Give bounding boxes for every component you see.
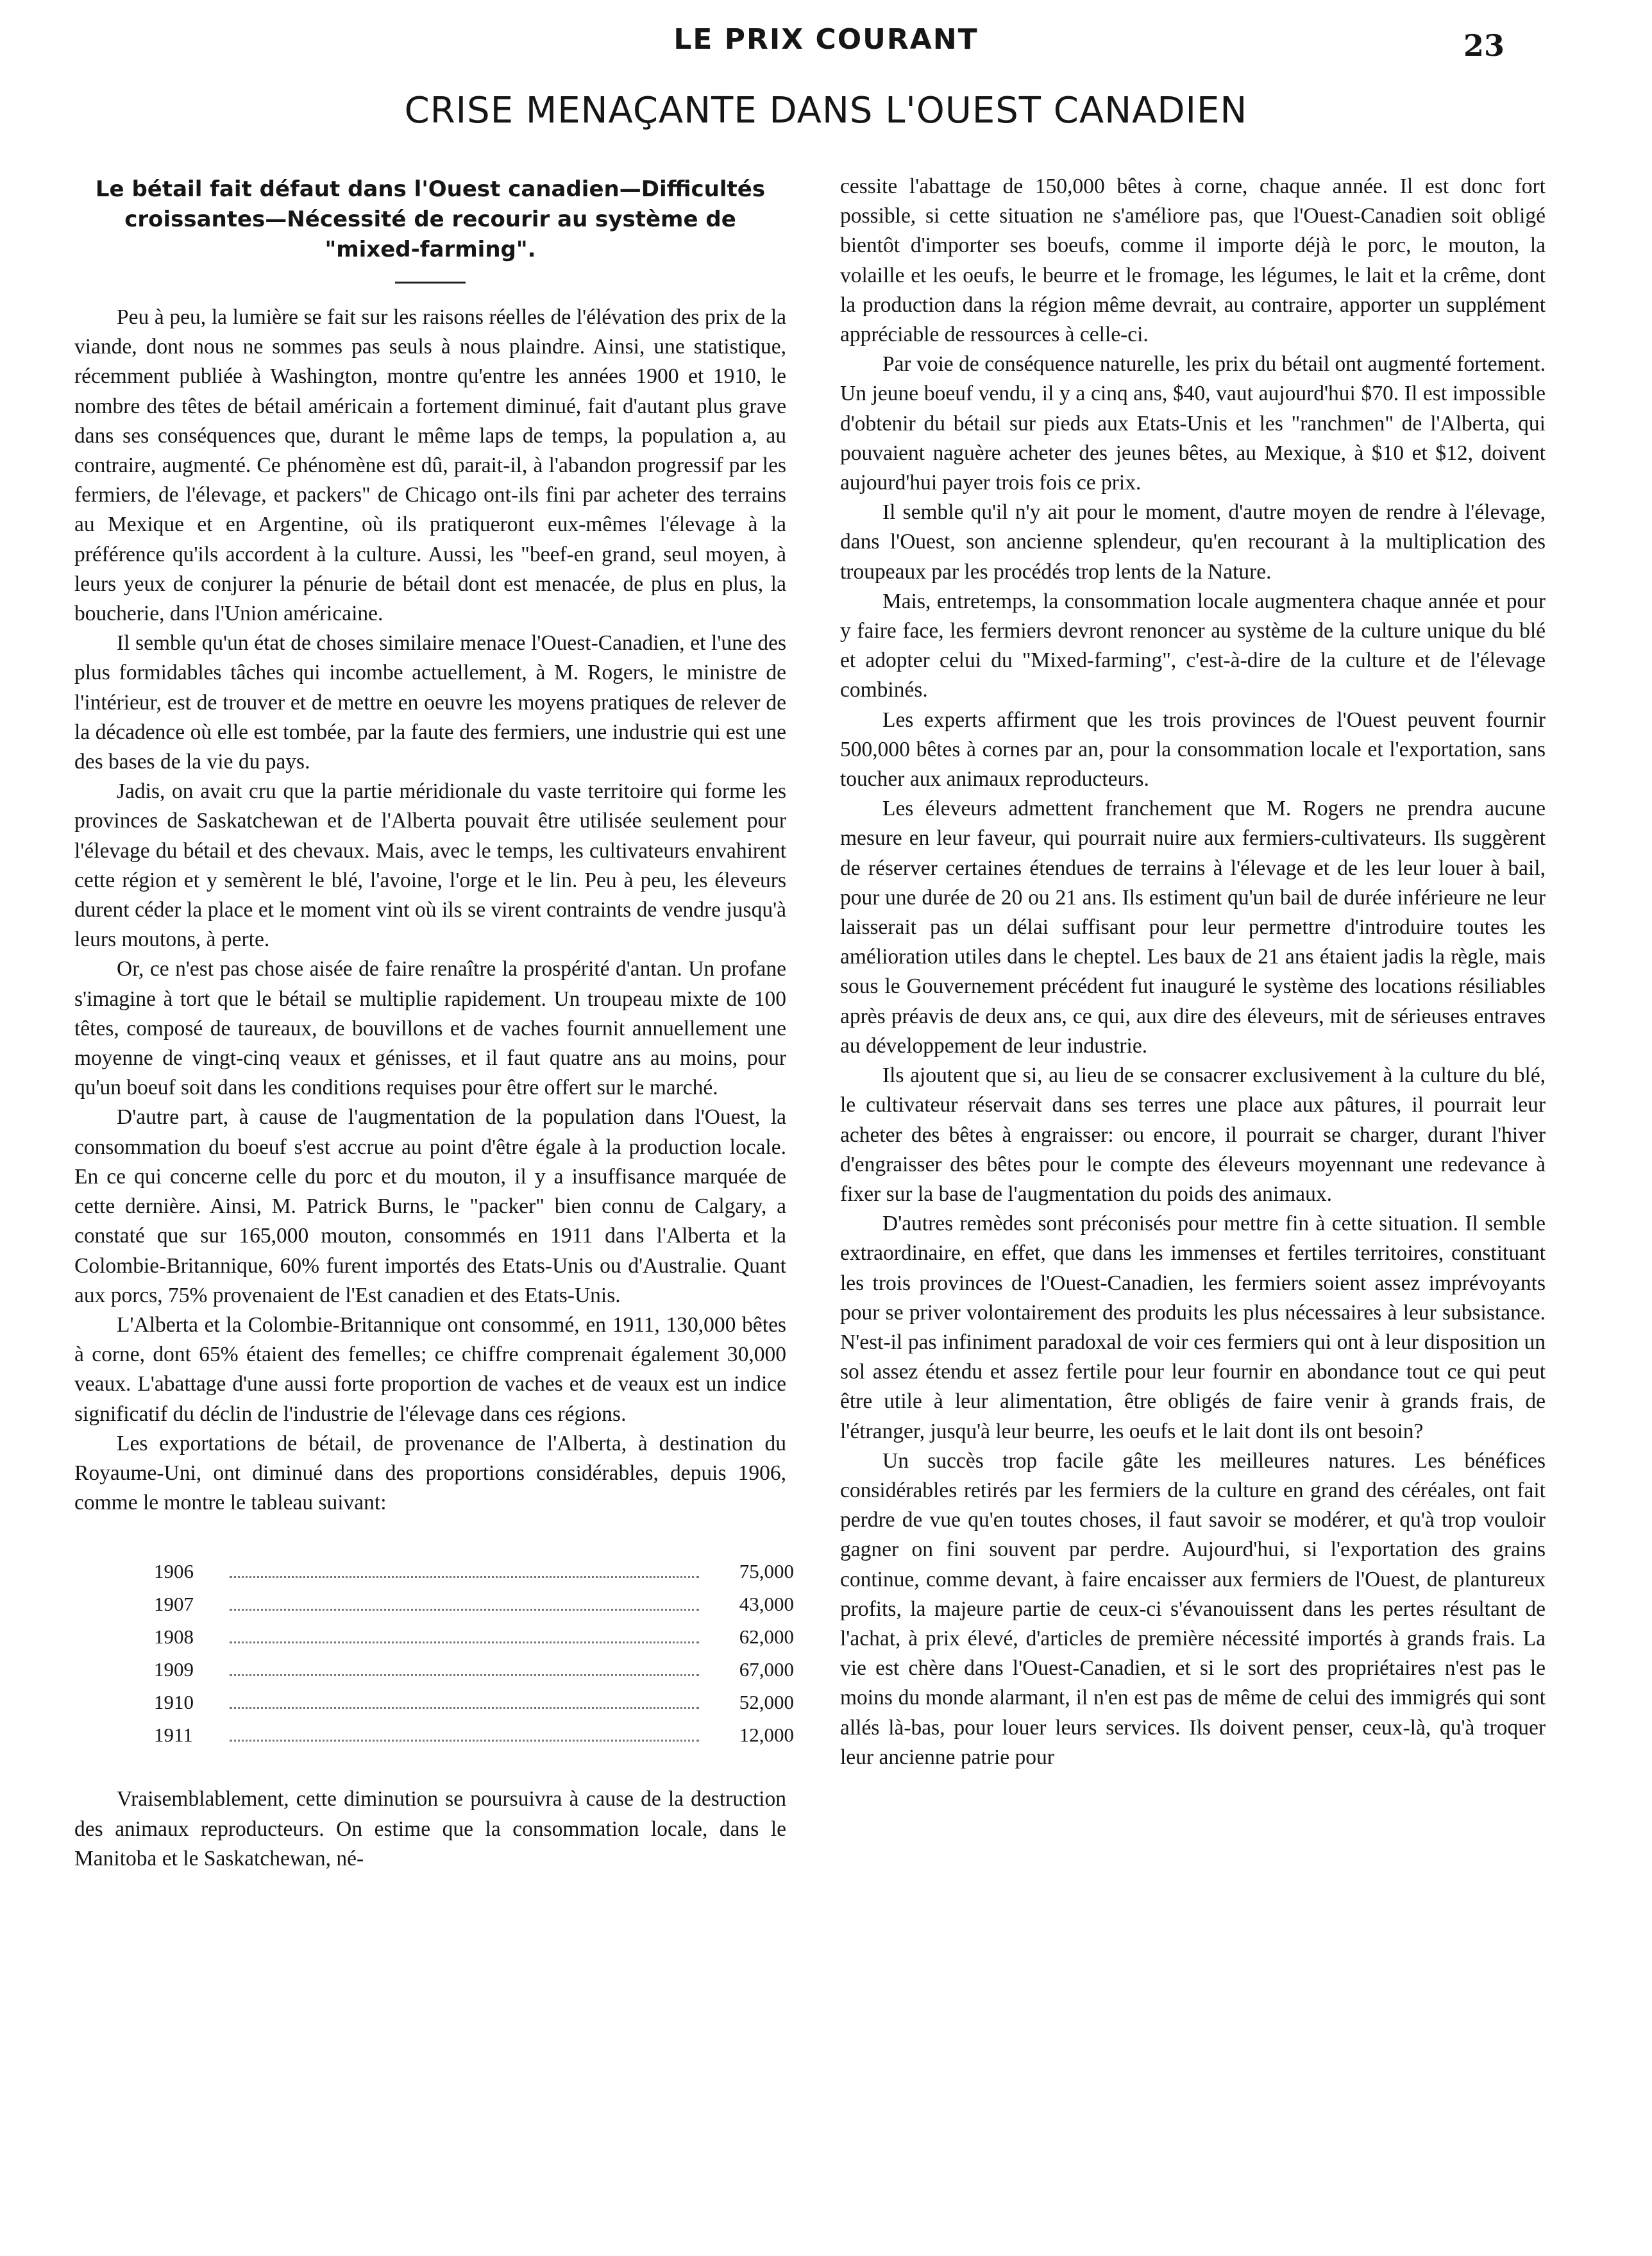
paragraph: Or, ce n'est pas chose aisée de faire renaître la prospérité d'antan. Un profane s'imagine à tort que le bétail se multiplie rapidement. Un troupeau mixte de 100 têtes, composé de taureaux, de bouvillons et de vaches fournit annuellement une moyenne de vingt-cinq veaux et génisses, et il faut quatre ans au moins, pour qu'un boeuf soit dans les conditions requises pour être offert sur le marché. <box>74 957 786 1100</box>
right-column <box>840 172 1546 2244</box>
paragraph: L'Alberta et la Colombie-Britannique ont consommé, en 1911, 130,000 bêtes à corne, dont 65% étaient des femelles; ce chiffre comprenait également 30,000 veaux. L'abattage d'une aussi forte proportion de vaches et de veaux est un indice significatif du déclin de l'industrie de l'élevage dans ces régions. <box>74 1312 786 1426</box>
paragraph: Par voie de conséquence naturelle, les prix du bétail ont augmenté fortement. Un jeune boeuf vendu, il y a cinq ans, $40, vaut aujourd'hui $70. Il est impossible d'obtenir du bétail sur pieds aux Etats-Unis et les "ranchmen" de l'Alberta, qui pouvaient naguère acheter des jeunes bêtes, au Mexique, à $10 et $12, doivent aujourd'hui payer trois fois ce prix. <box>840 352 1546 495</box>
table-row <box>154 1686 794 1718</box>
page-number: 23 <box>1463 28 1505 63</box>
paragraph: Il semble qu'un état de choses similaire menace l'Ouest-Canadien, et l'une des plus formidables tâches qui incombe actuellement, à M. Rogers, le ministre de l'intérieur, est de trouver et de mettre en oeuvre les moyens pratiques de relever de la décadence où elle est tombée, par la faute des fermiers, une industrie qui est une des bases de la vie du pays. <box>74 631 786 774</box>
table-year: 1910 <box>154 1691 194 1714</box>
paragraph: Jadis, on avait cru que la partie méridionale du vaste territoire qui forme les provinces de Saskatchewan et de l'Alberta pouvait être utilisée seulement pour l'élevage du bétail et des chevaux. Mais, avec le temps, les cultivateurs envahirent cette région et y semèrent le blé, l'avoine, l'orge et le lin. Peu à peu, les éleveurs durent céder la place et le moment vint où ils se virent contraints de vendre jusqu'à leurs moutons, à perte. <box>74 779 786 952</box>
paragraph: Peu à peu, la lumière se fait sur les raisons réelles de l'élévation des prix de la viande, dont nous ne sommes pas seuls à nous plaindre. Ainsi, une statistique, récemment publiée à Washington, montre qu'entre les années 1900 et 1910, le nombre des têtes de bétail américain a fortement diminué, fait d'autant plus grave dans ses conséquences que, durant le même laps de temps, la population a, au contraire, augmenté. Ce phénomène est dû, parait-il, à l'abandon progressif par les fermiers, de l'élevage, et packers" de Chicago ont-ils fini par acheter des terrains au Mexique et en Argentine, où ils pratiqueront eux-mêmes l'élevage à la préférence qu'ils accordent à la culture. Aussi, les "beef-en grand, seul moyen, à leurs yeux de conjurer la pénurie de bétail dont est menacée, de plus en plus, la boucherie, dans l'Union américaine. <box>74 305 786 626</box>
paragraph: Les éleveurs admettent franchement que M. Rogers ne prendra aucune mesure en leur faveur, qui pourrait nuire aux fermiers-cultivateurs. Ils suggèrent de réserver certaines étendues de terrains à l'élevage et de les leur louer à bail, pour une durée de 20 ou 21 ans. Ils estiment qu'un bail de durée inférieure ne leur laisserait pas un délai suffisant pour leur permettre d'introduire toutes les amélioration utiles dans le cheptel. Les baux de 21 ans étaient jadis la règle, mais sous le Gouvernement précédent fut inauguré le système des locations résiliables après préavis de deux ans, ce qui, aux dire des éleveurs, mit de sérieuses entraves au développement de leur industrie. <box>840 797 1546 1058</box>
paragraph: Mais, entretemps, la consommation locale augmentera chaque année et pour y faire face, les fermiers devront renoncer au système de la culture unique du blé et adopter celui du "Mixed-farming", c'est-à-dire de la culture et de l'élevage combinés. <box>840 589 1546 702</box>
paragraph: Vraisemblablement, cette diminution se poursuivra à cause de la destruction des animaux reproducteurs. On estime que la consommation locale, dans le Manitoba et le Saskatchewan, né- <box>74 1787 786 1870</box>
table-row <box>154 1653 794 1686</box>
table-year: 1911 <box>154 1724 193 1747</box>
separator-rule <box>395 282 466 284</box>
table-value: 75,000 <box>739 1560 794 1583</box>
table-row <box>154 1588 794 1620</box>
dot-leader <box>230 1576 699 1578</box>
table-year: 1906 <box>154 1560 194 1583</box>
paragraph: Les exportations de bétail, de provenance de l'Alberta, à destination du Royaume-Uni, ont diminué dans des proportions considérables, depuis 1906, comme le montre le tableau suivant: <box>74 1431 786 1515</box>
table-year: 1908 <box>154 1625 194 1649</box>
left-column <box>74 172 794 2244</box>
paragraph: Un succès trop facile gâte les meilleures natures. Les bénéfices considérables retirés par les fermiers de la culture en grand des céréales, ont fait perdre de vue qu'en toutes choses, il faut savoir se modérer, et qu'à trop vouloir gagner on fini souvent par perdre. Aujourd'hui, si l'exportation des grains continue, comme devant, à faire encaisser aux fermiers de l'Ouest, de plantureux profits, la majeure partie de ceux-ci s'évanouissent dans les pertes résultant de l'achat, à prix élevé, d'articles de première nécessité importés à grands frais. La vie est chère dans l'Ouest-Canadien, et si le sort des propriétaires n'est pas le moins du monde alarmant, il n'en est pas de même de celui des immigrés qui sont allés là-bas, pour louer leurs services. Ils doivent penser, ceux-là, qu'à troquer leur ancienne patrie pour <box>840 1448 1546 1769</box>
paragraph: Ils ajoutent que si, au lieu de se consacrer exclusivement à la culture du blé, le cultivateur réservait dans ses terres une place aux pâtures, il pourrait leur acheter des bêtes à engraisser: ou encore, il pourrait se charger, durant l'hiver d'engraisser des bêtes pour le compte des éleveurs moyennant une redevance à fixer sur la base de l'augmentation du poids des animaux. <box>840 1064 1546 1206</box>
table-year: 1907 <box>154 1593 194 1616</box>
paragraph: Il semble qu'il n'y ait pour le moment, d'autre moyen de rendre à l'élevage, dans l'Ouest, son ancienne splendeur, qu'en recourant à la multiplication des troupeaux par les procédés trop lents de la Nature. <box>840 500 1546 584</box>
article-title: CRISE MENAÇANTE DANS L'OUEST CANADIEN <box>404 90 1248 131</box>
table-row <box>154 1555 794 1588</box>
table-year: 1909 <box>154 1658 194 1681</box>
dot-leader <box>230 1707 699 1709</box>
dot-leader <box>230 1641 699 1643</box>
table-value: 12,000 <box>739 1724 794 1747</box>
dot-leader <box>230 1674 699 1676</box>
table-value: 67,000 <box>739 1658 794 1681</box>
table-row <box>154 1718 794 1751</box>
table-value: 52,000 <box>739 1691 794 1714</box>
table-value: 62,000 <box>739 1625 794 1649</box>
paragraph: D'autre part, à cause de l'augmentation de la population dans l'Ouest, la consommation du boeuf s'est accrue au point d'être égale à la production locale. En ce qui concerne celle du porc et du mouton, il y a insuffisance marquée de cette dernière. Ainsi, M. Patrick Burns, le "packer" bien connu de Calgary, a constaté que sur 165,000 mouton, consommés en 1911 dans l'Alberta et la Colombie-Britannique, 60% furent importés des Etats-Unis ou d'Australie. Quant aux porcs, 75% provenaient de l'Est canadien et des Etats-Unis. <box>74 1105 786 1307</box>
table-row <box>154 1620 794 1653</box>
dot-leader <box>230 1740 699 1742</box>
publication-name: LE PRIX COURANT <box>673 23 979 56</box>
paragraph: Les experts affirment que les trois provinces de l'Ouest peuvent fournir 500,000 bêtes à cornes par an, pour la consommation locale et l'exportation, sans toucher aux animaux reproducteurs. <box>840 708 1546 792</box>
table-value: 43,000 <box>739 1593 794 1616</box>
article-subhead: Le bétail fait défaut dans l'Ouest canadien—Difficultés croissantes—Nécessité de recourir au système de "mixed-farming". <box>95 176 766 262</box>
paragraph-continued: cessite l'abattage de 150,000 bêtes à corne, chaque année. Il est donc fort possible, si cette situation ne s'améliore pas, que l'Ouest-Canadien soit obligé bientôt d'importer ses boeufs, comme il importe déjà le porc, le mouton, la volaille et les oeufs, le beurre et le fromage, les légumes, le lait et la crême, dont la production dans la région même devrait, au contraire, apporter un supplément appréciable de ressources à celle-ci. <box>840 174 1546 347</box>
dot-leader <box>230 1609 699 1611</box>
exports-table <box>154 1555 794 1751</box>
paragraph: D'autres remèdes sont préconisés pour mettre fin à cette situation. Il semble extraordinaire, en effet, que dans les immenses et fertiles territoires, constituant les trois provinces de l'Ouest-Canadien, les fermiers soient assez imprévoyants pour se priver volontairement des produits les plus nécessaires à leur subsistance. N'est-il pas infiniment paradoxal de voir ces fermiers qui ont à leur disposition un sol assez étendu et assez fertile pour leur fournir en abondance tout ce qui peut être utile à leur alimentation, être obligés de faire venir à grands frais, de l'étranger, jusqu'à leur beurre, les oeufs et le lait dont ils ont besoin? <box>840 1212 1546 1443</box>
